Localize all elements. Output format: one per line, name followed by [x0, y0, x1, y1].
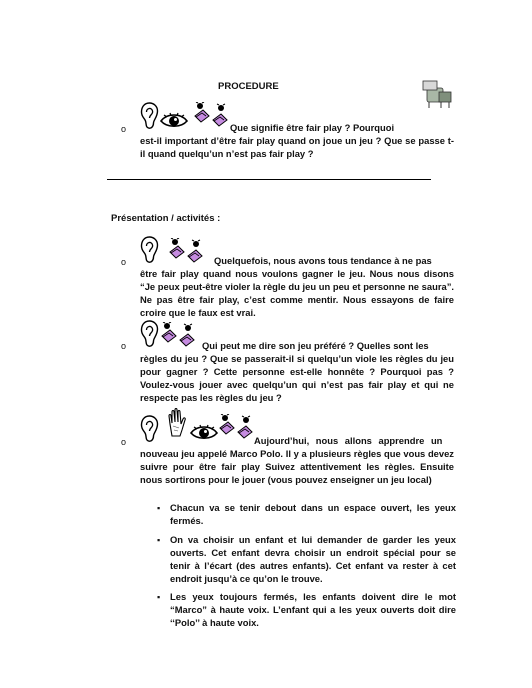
ear-icon	[140, 236, 159, 264]
item-2-first-line: Quelquefois, nous avons tous tendance à ne pas	[214, 255, 432, 266]
item-4-first-line: Aujourd’hui, nous allons apprendre un	[254, 435, 443, 446]
rule-2: On va choisir un enfant et lui demander de garder les yeux ouverts. Cet enfant devra choisir un endroit spécial pour se tenir à l’écart (des autres enfants). Cet enfant va rester à cet endroit jusqu’à ce qu’on le trouve.	[170, 534, 456, 584]
list-marker: o	[121, 124, 127, 134]
speech-hands-icon	[218, 414, 254, 440]
ear-icon	[140, 415, 159, 443]
speech-hands-icon	[160, 322, 196, 348]
rule-1: Chacun va se tenir debout dans un espace ouvert, les yeux fermés.	[170, 502, 456, 526]
page-title: PROCEDURE	[218, 81, 279, 92]
separator-line	[107, 179, 431, 180]
hand-icon	[166, 408, 186, 438]
classroom-activity-icon	[419, 78, 455, 110]
eye-icon	[160, 112, 188, 130]
list-marker: o	[121, 437, 127, 447]
ear-icon	[140, 320, 159, 348]
item-3-text: règles du jeu ? Que se passerait-il si quelqu’un viole les règles du jeu pour gagner ? Cette personne est-elle honnête ? Pourquoi pas ? Voulez-vous jouer avec quelqu’un qui n’est pas fair play et qui ne respecte pas les règles du jeu ?	[140, 353, 454, 403]
rule-3: Les yeux toujours fermés, les enfants doivent dire le mot “Marco” à haute voix. L’enfant qui a les yeux ouverts doit dire ‘‘Polo’’ à haute voix.	[170, 591, 456, 628]
bullet-marker: ▪	[157, 503, 161, 513]
item-4-text: nouveau jeu appelé Marco Polo. Il y a plusieurs règles que vous devez suivre pour être fair play Suivez attentivement les règles. Ensuite nous sortirons pour le jouer (vous pouvez enseigner un jeu local)	[140, 448, 454, 485]
item-1-first-line: Que signifie être fair play ? Pourquoi	[230, 122, 395, 133]
list-marker: o	[121, 257, 127, 267]
section-heading: Présentation / activités :	[111, 213, 221, 224]
item-2-text: être fair play quand nous voulons gagner le jeu. Nous nous disons “Je peux peut-être violer la règle du jeu un peu et personne ne saura”. Ne pas être fair play, c’est comme mentir. Nous essayons de faire croire que le faux est vrai.	[140, 268, 454, 318]
ear-icon	[140, 102, 159, 130]
item-1-text: est-il important d’être fair play quand on joue un jeu ? Que se passe t-il quand quelqu’un n’est pas fair play ?	[140, 135, 454, 159]
item-3-first-line: Qui peut me dire son jeu préféré ? Quelles sont les	[202, 340, 429, 351]
bullet-marker: ▪	[157, 592, 161, 602]
speech-hands-icon	[193, 102, 229, 128]
bullet-marker: ▪	[157, 535, 161, 545]
eye-icon	[190, 424, 218, 442]
list-marker: o	[121, 341, 127, 351]
speech-hands-icon	[168, 238, 204, 264]
